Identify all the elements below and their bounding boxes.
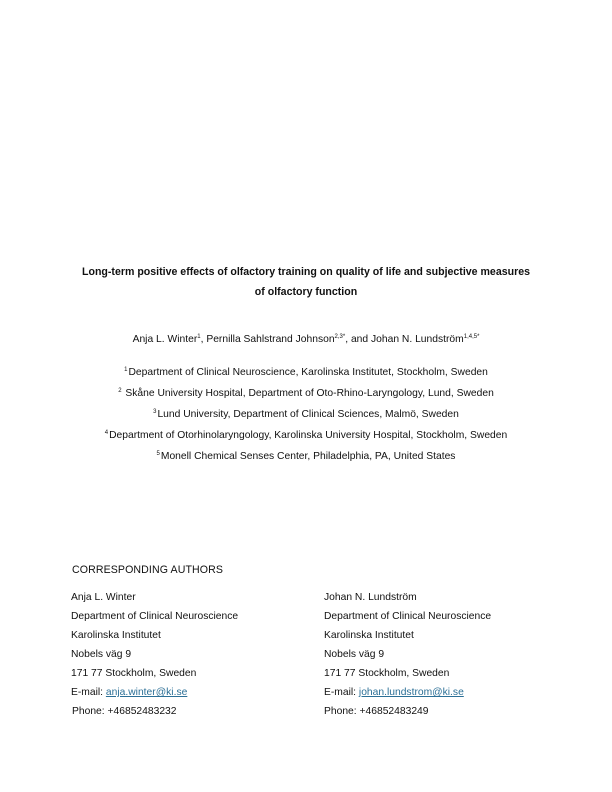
contact-phone: Phone: +46852483249 bbox=[324, 706, 429, 717]
affiliation-text: Lund University, Department of Clinical Sciences, Malmö, Sweden bbox=[157, 409, 459, 420]
contact-email-line bbox=[324, 683, 491, 702]
contact-department: Department of Clinical Neuroscience bbox=[324, 611, 492, 622]
email-label: E-mail: bbox=[71, 687, 106, 698]
contact-phone: Phone: +46852483232 bbox=[72, 706, 177, 717]
contact-email-line bbox=[71, 683, 238, 702]
affiliation-item bbox=[40, 361, 572, 382]
contact-name: Johan N. Lundström bbox=[324, 592, 417, 603]
affiliation-number: 3 bbox=[153, 409, 157, 415]
contact-institution: Karolinska Institutet bbox=[71, 630, 161, 641]
email-link[interactable]: johan.lundstrom@ki.se bbox=[358, 687, 464, 698]
author-list bbox=[40, 334, 572, 345]
title-line-2: of olfactory function bbox=[254, 286, 358, 298]
affiliation-text: Monell Chemical Senses Center, Philadelphia, PA, United States bbox=[160, 451, 456, 462]
paper-title bbox=[60, 262, 552, 302]
affiliation-text: Skåne University Hospital, Department of Oto-Rhino-Laryngology, Lund, Sweden bbox=[125, 388, 494, 399]
corresponding-author-right bbox=[324, 588, 491, 721]
affiliation-number: 2 bbox=[118, 388, 122, 394]
affiliation-item bbox=[40, 445, 572, 466]
affiliation-text: Department of Clinical Neuroscience, Karolinska Institutet, Stockholm, Sweden bbox=[128, 367, 488, 378]
contact-street: Nobels väg 9 bbox=[71, 649, 132, 660]
affiliation-item bbox=[40, 424, 572, 445]
contact-institution: Karolinska Institutet bbox=[324, 630, 414, 641]
affiliation-number: 5 bbox=[156, 451, 160, 457]
contact-street: Nobels väg 9 bbox=[324, 649, 385, 660]
author-affiliation-marker: 1,4,5* bbox=[463, 334, 480, 340]
title-line-1: Long-term positive effects of olfactory training on quality of life and subjective measures bbox=[82, 266, 530, 278]
contact-city: 171 77 Stockholm, Sweden bbox=[324, 668, 450, 679]
author-name: Johan N. Lundström bbox=[371, 334, 464, 345]
author-separator: , and bbox=[345, 334, 371, 345]
contact-department: Department of Clinical Neuroscience bbox=[71, 611, 239, 622]
corresponding-authors-heading: CORRESPONDING AUTHORS bbox=[72, 564, 224, 576]
author-affiliation-marker: 1 bbox=[197, 334, 201, 340]
affiliation-list bbox=[40, 361, 572, 466]
affiliation-text: Department of Otorhinolaryngology, Karolinska University Hospital, Stockholm, Sweden bbox=[109, 430, 508, 441]
affiliation-item bbox=[40, 403, 572, 424]
author-name: Pernilla Sahlstrand Johnson bbox=[206, 334, 335, 345]
contact-city: 171 77 Stockholm, Sweden bbox=[71, 668, 197, 679]
affiliation-number: 1 bbox=[124, 367, 128, 373]
contact-name: Anja L. Winter bbox=[71, 592, 136, 603]
affiliation-item bbox=[40, 382, 572, 403]
author-name: Anja L. Winter bbox=[132, 334, 198, 345]
email-label: E-mail: bbox=[324, 687, 359, 698]
email-link[interactable]: anja.winter@ki.se bbox=[105, 687, 188, 698]
corresponding-author-left bbox=[71, 588, 238, 721]
author-affiliation-marker: 2,3* bbox=[334, 334, 346, 340]
author-separator: , bbox=[200, 334, 207, 345]
affiliation-number: 4 bbox=[104, 430, 109, 436]
